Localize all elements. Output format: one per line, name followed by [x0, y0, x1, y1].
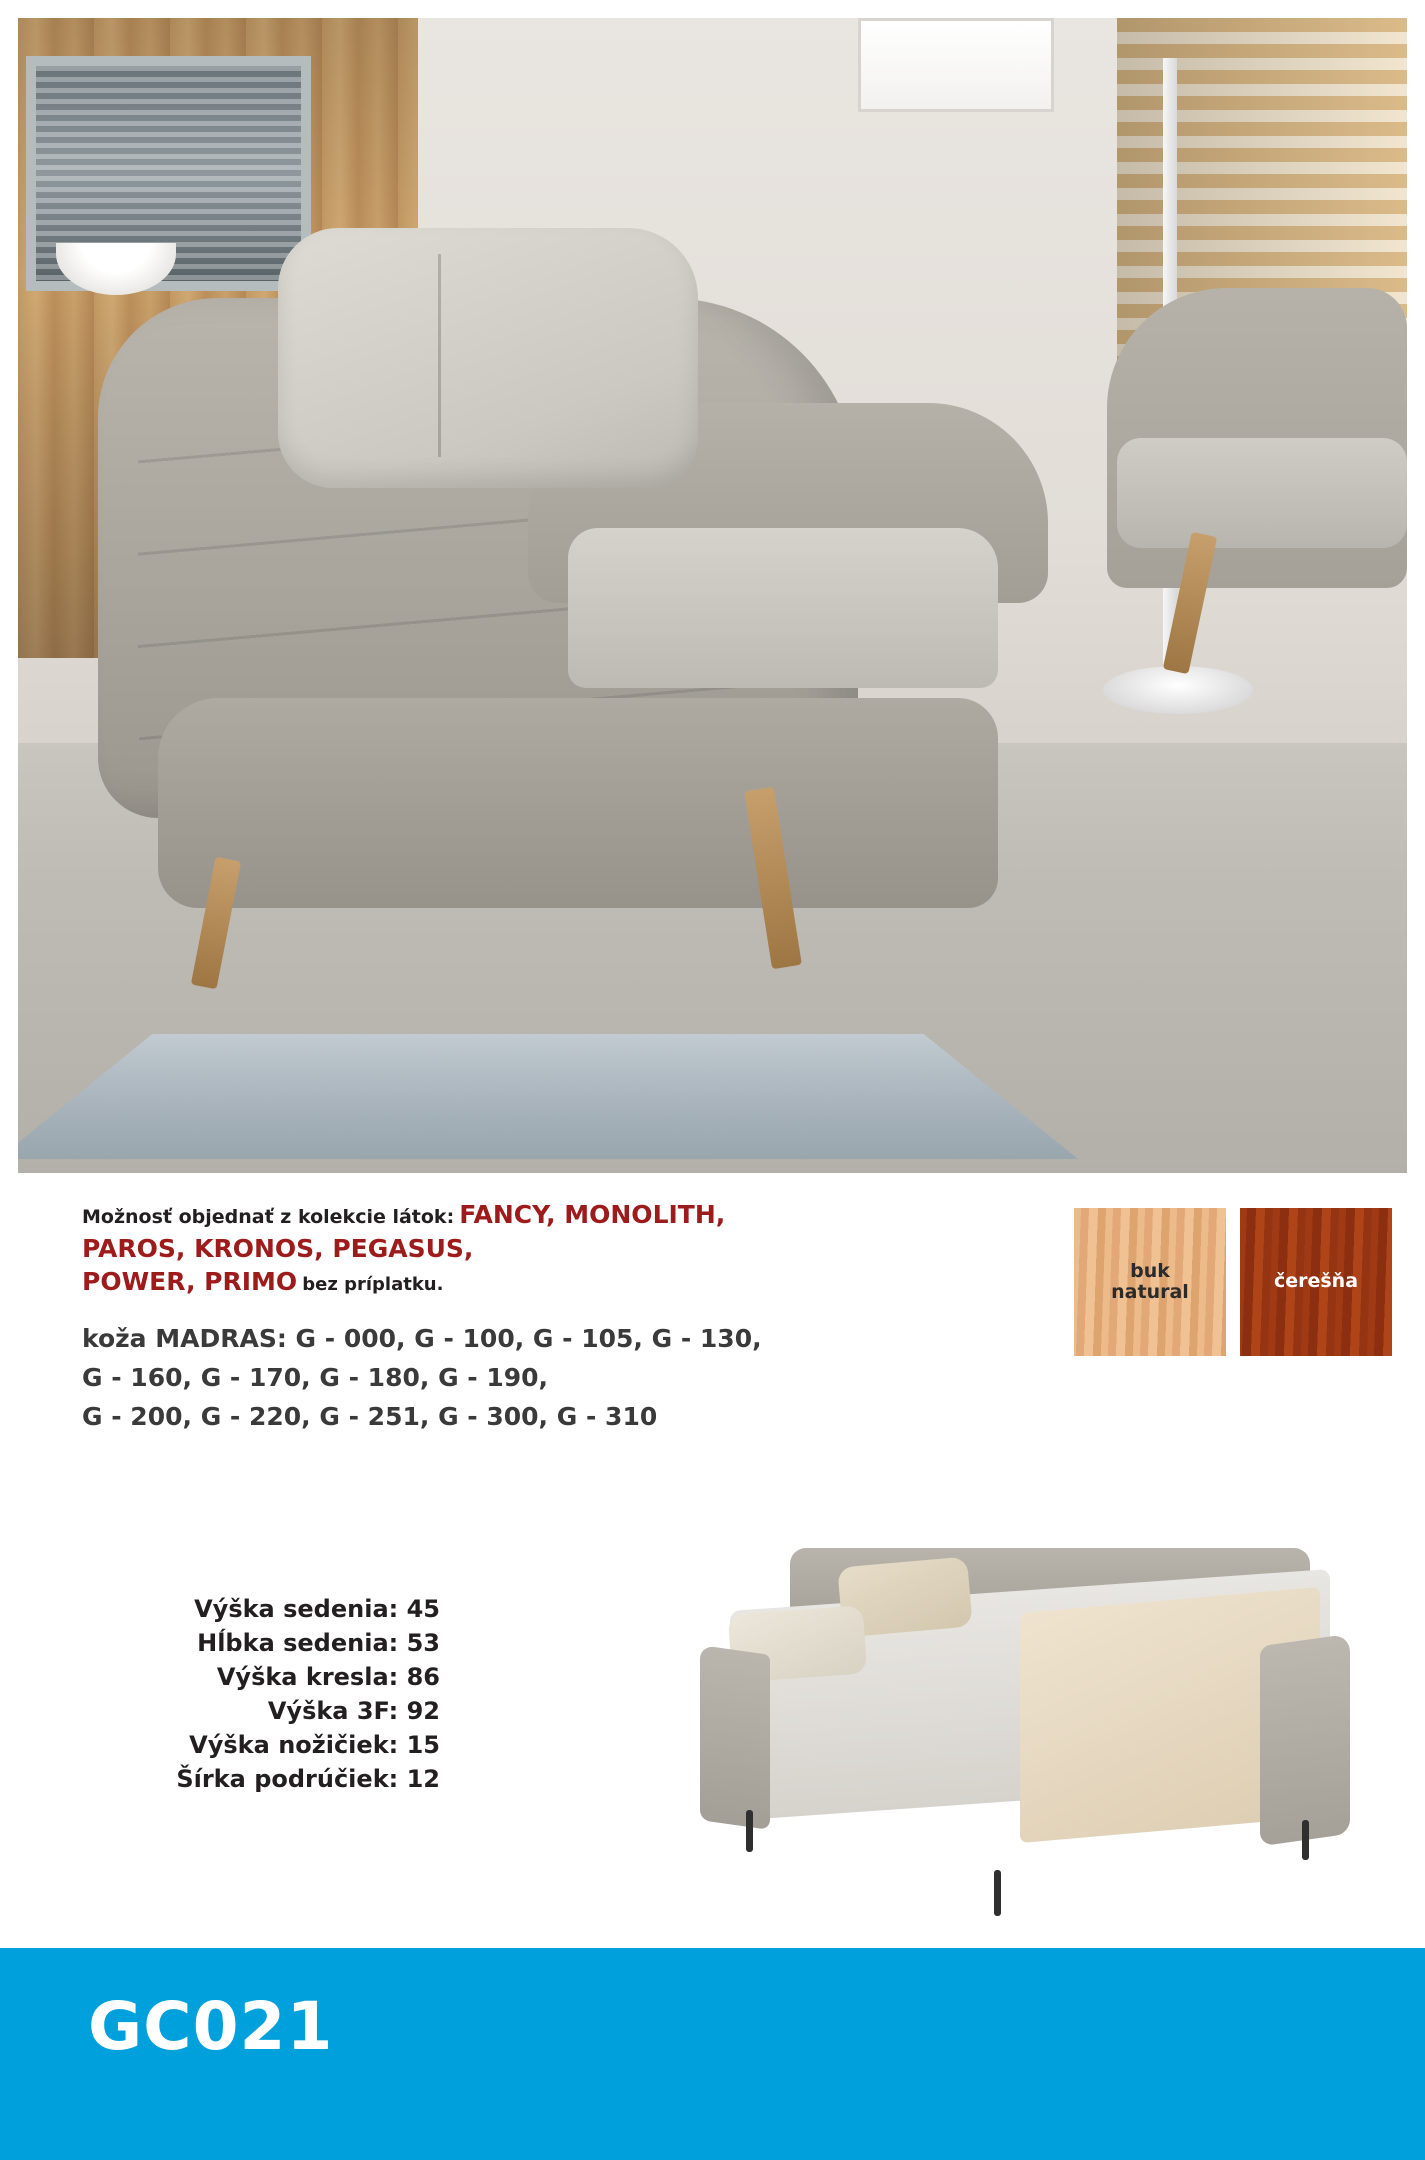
wood-finish-panel [1012, 1175, 1425, 1420]
hero-product-photo [18, 18, 1407, 1173]
sofa-bed-side-right [1260, 1634, 1350, 1847]
sofa-bed-leg-right [1302, 1820, 1309, 1860]
leather-line-1: koža MADRAS: G - 000, G - 100, G - 105, G - 130, [82, 1324, 762, 1353]
dimension-item: Šírka podrúčiek: 12 [176, 1765, 440, 1794]
armchair-secondary-seat [1117, 438, 1407, 548]
fabric-brands-line-3: POWER, PRIMO [82, 1267, 298, 1296]
wood-swatch-buk-natural[interactable] [1074, 1208, 1226, 1356]
sofa-bed-photo [690, 1520, 1370, 1920]
sofa-bed-leg-left [746, 1810, 753, 1852]
dimension-item: Výška sedenia: 45 [194, 1595, 440, 1623]
fabric-note-lead: Možnosť objednať z kolekcie látok: [82, 1206, 455, 1228]
armchair-base [158, 698, 998, 908]
sofa-bed-leg-center [994, 1870, 1001, 1916]
dimension-item: Výška kresla: 86 [216, 1663, 440, 1692]
product-code: GC021 [88, 1988, 334, 2065]
sofa-bed-side-left [700, 1645, 770, 1830]
leather-line-2: G - 160, G - 170, G - 180, G - 190, [82, 1362, 549, 1392]
dimension-item: Hĺbka sedenia: 53 [197, 1629, 440, 1658]
leather-colour-codes [82, 1320, 982, 1436]
fabric-availability-note [82, 1198, 912, 1299]
wood-swatch-buk-line-2: natural [1111, 1281, 1189, 1303]
footer-bar [0, 1948, 1425, 2160]
ceiling-light [858, 18, 1054, 112]
armchair-main [98, 228, 1118, 998]
wood-swatch-buk-label [1111, 1261, 1189, 1304]
wood-swatch-buk-line-1: buk [1130, 1259, 1170, 1282]
armchair-seat [568, 528, 998, 688]
dimensions-list [120, 1592, 440, 1796]
dimension-item: Výška 3F: 92 [267, 1697, 440, 1726]
wood-swatch-ceresna[interactable] [1240, 1208, 1392, 1356]
dimension-item: Výška nožičiek: 15 [189, 1731, 440, 1760]
fabric-brands-line-1: FANCY, MONOLITH, [459, 1200, 726, 1229]
leather-line-3: G - 200, G - 220, G - 251, G - 300, G - 310 [82, 1401, 658, 1431]
armchair-secondary [1107, 288, 1407, 808]
armchair-cushion [278, 228, 698, 488]
fabric-note-suffix: bez príplatku. [302, 1274, 444, 1295]
wood-swatch-ceresna-label: čerešňa [1273, 1270, 1359, 1293]
fabric-brands-line-2: PAROS, KRONOS, PEGASUS, [82, 1233, 474, 1263]
